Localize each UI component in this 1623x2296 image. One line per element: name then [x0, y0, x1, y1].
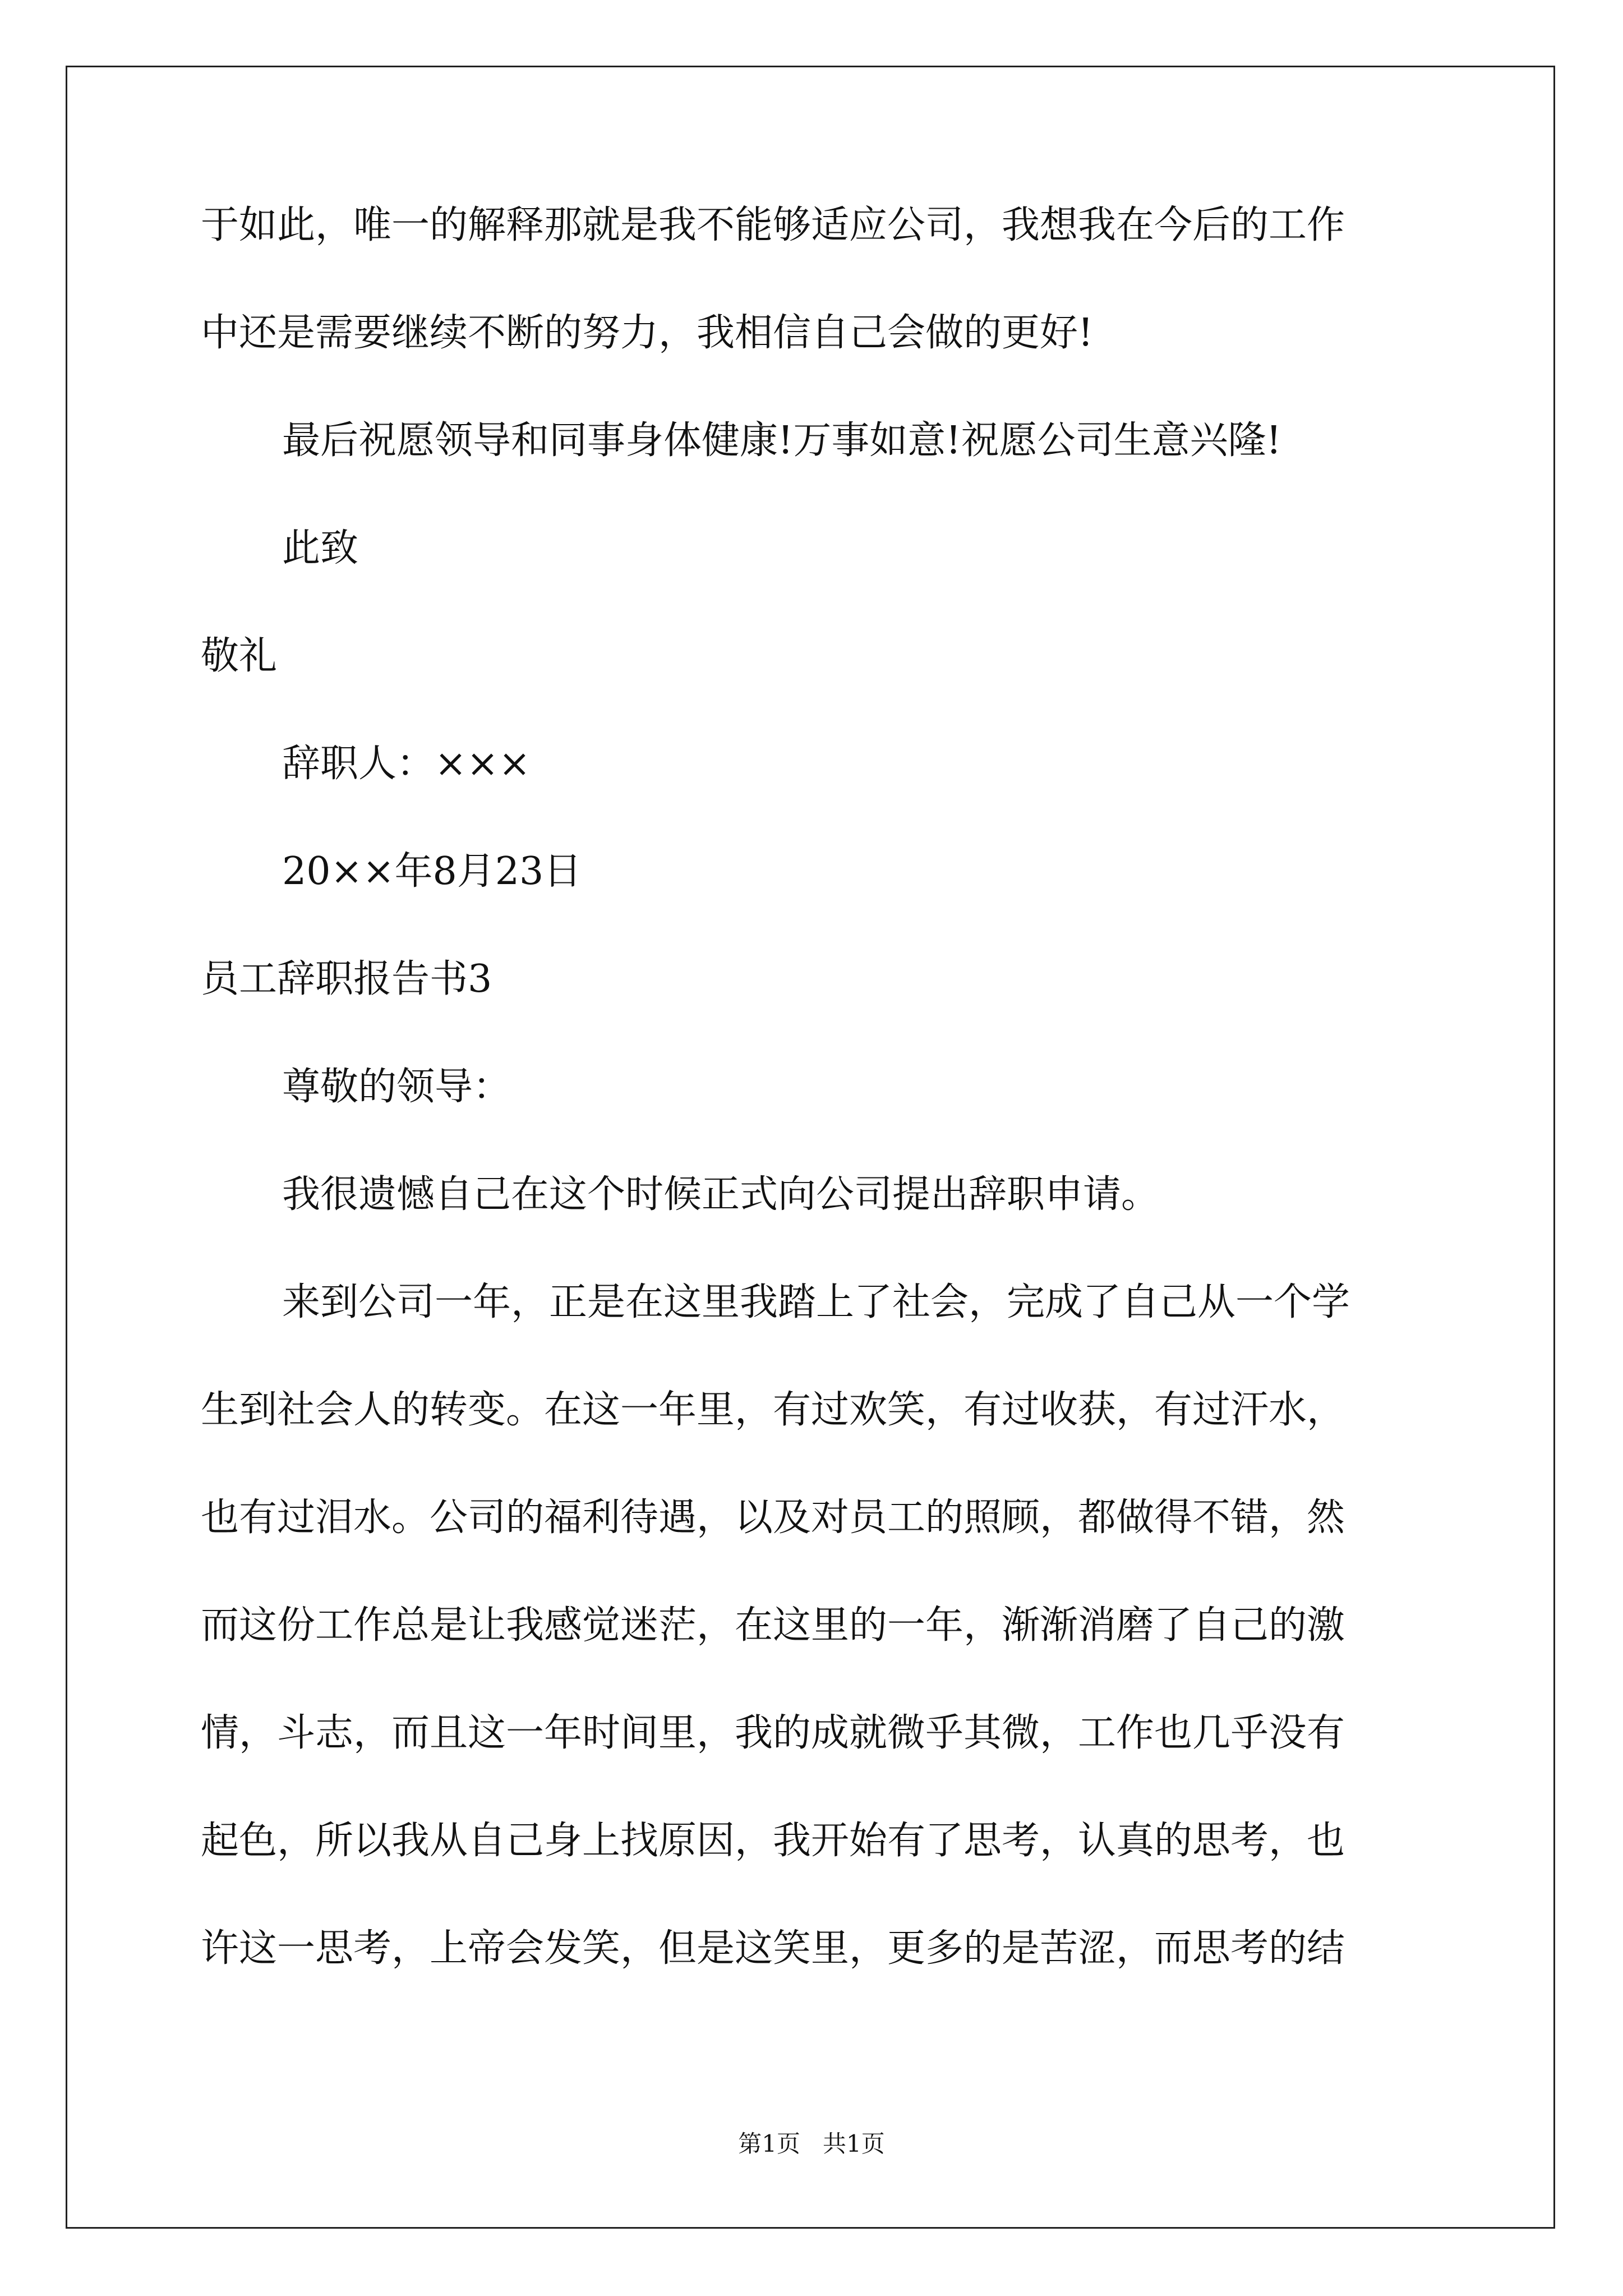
signature-resigner: 辞职人：×××	[282, 742, 531, 786]
paragraph-line-5: 情，斗志，而且这一年时间里，我的成就微乎其微，工作也几乎没有	[201, 1711, 1345, 1755]
paragraph-line-2: 生到社会人的转变。在这一年里，有过欢笑，有过收获，有过汗水，	[201, 1388, 1345, 1432]
paragraph-line-6: 起色，所以我从自己身上找原因，我开始有了思考，认真的思考，也	[201, 1819, 1345, 1863]
section-title: 员工辞职报告书3	[201, 957, 492, 1001]
signature-date: 20××年8月23日	[282, 849, 582, 894]
body-line-2: 中还是需要继续不断的努力，我相信自己会做的更好!	[201, 311, 1094, 355]
body-line-1: 于如此，唯一的解释那就是我不能够适应公司，我想我在今后的工作	[201, 203, 1345, 247]
paragraph-line-7: 许这一思考，上帝会发笑，但是这笑里，更多的是苦涩，而思考的结	[201, 1926, 1345, 1971]
salutation-jingli: 敬礼	[201, 634, 278, 678]
paragraph-opening: 我很遗憾自己在这个时候正式向公司提出辞职申请。	[282, 1172, 1160, 1217]
paragraph-line-1: 来到公司一年，正是在这里我踏上了社会，完成了自己从一个学	[282, 1280, 1350, 1324]
salutation-cizhi: 此致	[282, 526, 359, 570]
letter-greeting: 尊敬的领导：	[282, 1065, 511, 1109]
document-body	[201, 203, 1429, 1971]
paragraph-line-4: 而这份工作总是让我感觉迷茫，在这里的一年，渐渐消磨了自己的激	[201, 1603, 1345, 1648]
closing-wishes: 最后祝愿领导和同事身体健康!万事如意!祝愿公司生意兴隆!	[282, 418, 1281, 463]
paragraph-line-3: 也有过泪水。公司的福利待遇，以及对员工的照顾，都做得不错，然	[201, 1496, 1345, 1540]
page-number-footer: 第1页 共1页	[738, 2130, 885, 2157]
